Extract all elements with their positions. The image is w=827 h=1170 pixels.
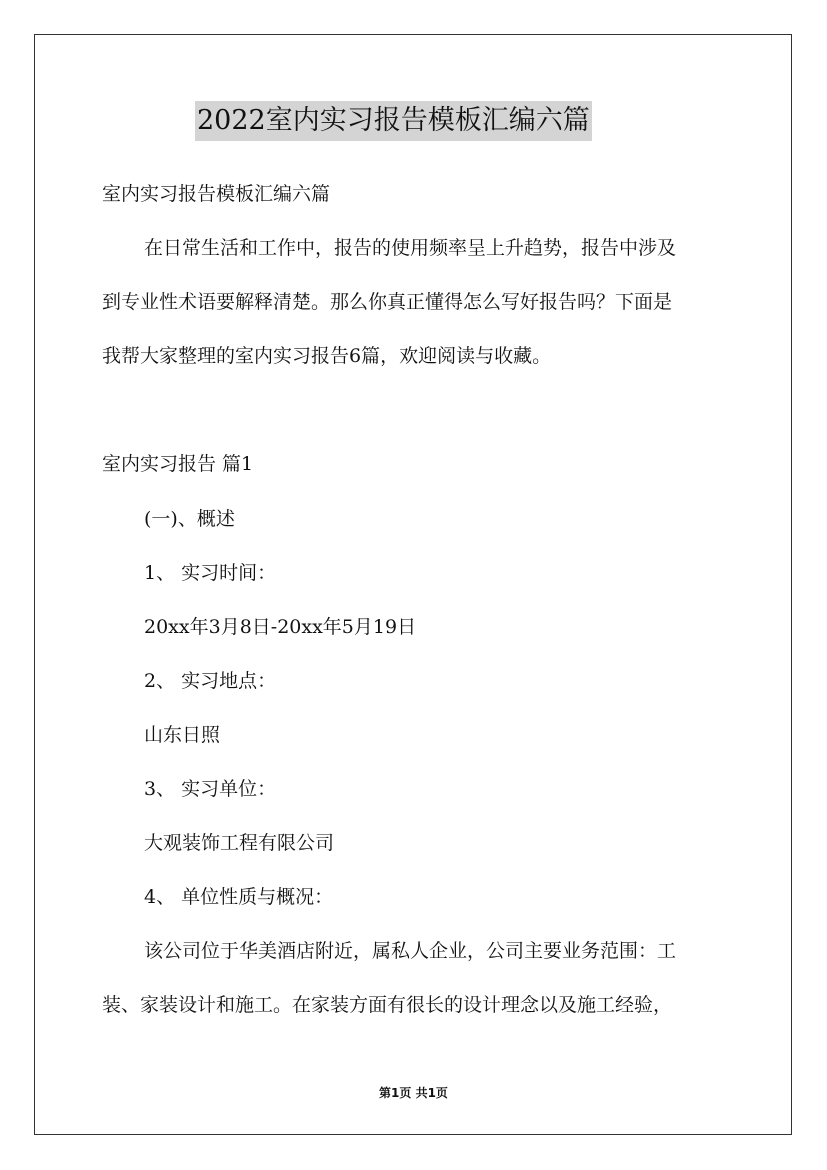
section-line-nature-label: 4、 单位性质与概况： [144,886,334,908]
intro-line-3: 我帮大家整理的室内实习报告6篇，欢迎阅读与收藏。 [102,345,552,367]
page-footer [0,1084,827,1101]
section-line-overview: (一)、概述 [144,508,235,530]
closing-line-2: 装、家装设计和施工。在家装方面有很长的设计理念以及施工经验， [102,994,673,1016]
section-line-place-value: 山东日照 [144,724,221,746]
section-line-time-value: 20xx年3月8日-20xx年5月19日 [144,616,417,638]
section-line-unit-label: 3、 实习单位： [144,778,277,800]
section-line-place-label: 2、 实习地点： [144,670,277,692]
closing-line-1: 该公司位于华美酒店附近，属私人企业，公司主要业务范围：工 [144,940,677,962]
page-number-label: 第1页 共1页 [379,1086,448,1100]
intro-line-2: 到专业性术语要解释清楚。那么你真正懂得怎么写好报告吗？下面是 [102,291,673,313]
document-subtitle: 室内实习报告模板汇编六篇 [102,183,331,205]
section-heading: 室内实习报告 篇1 [102,453,254,475]
intro-line-1: 在日常生活和工作中，报告的使用频率呈上升趋势，报告中涉及 [144,237,677,259]
section-line-time-label: 1、 实习时间： [144,562,277,584]
document-title: 2022室内实习报告模板汇编六篇 [195,101,592,141]
section-line-unit-value: 大观装饰工程有限公司 [144,832,335,854]
